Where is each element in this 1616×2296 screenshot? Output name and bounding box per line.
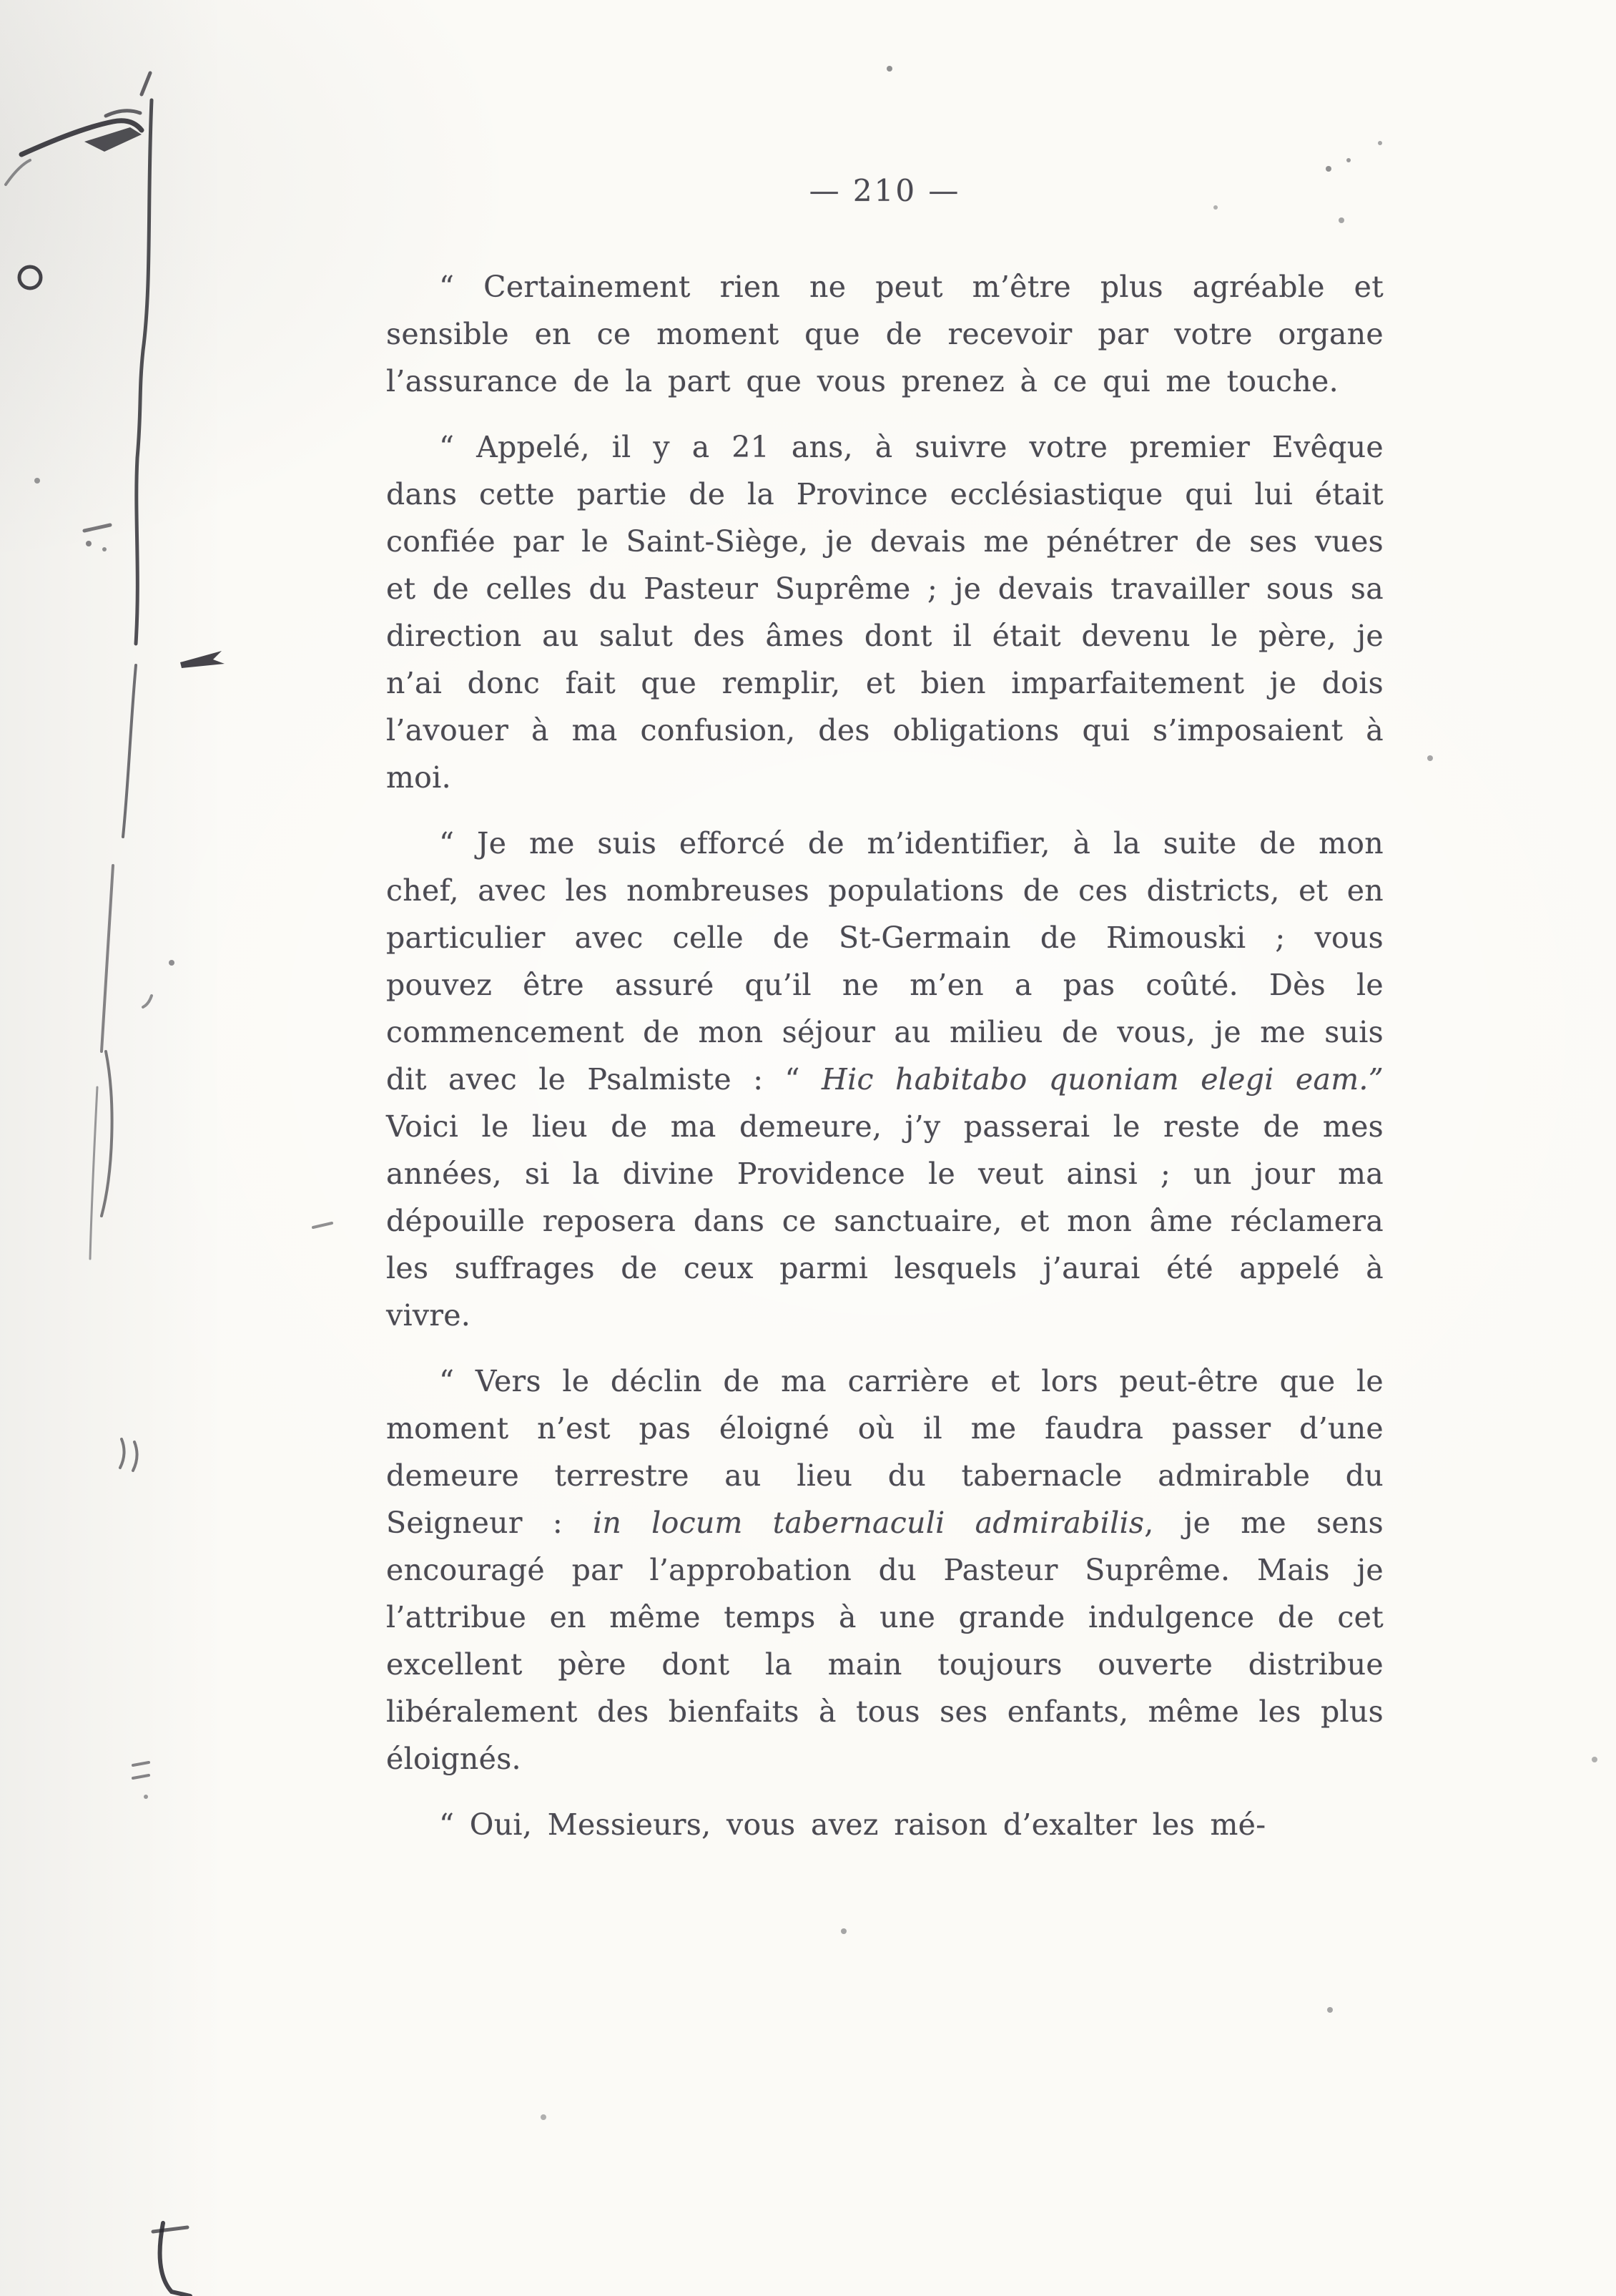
speck [169,960,174,966]
paragraph [386,820,1384,1339]
speck [86,541,92,546]
dash-speck [313,1223,332,1227]
page-number: — 210 — [809,173,961,208]
text-run: “ Oui, Messieurs, vous avez raison d’exalter les mé- [439,1807,1266,1842]
squiggle-mark [120,1439,137,1471]
latin-quote: Hic habitabo quoniam elegi eam.” [822,1062,1384,1097]
text-run: , je me sens encouragé par l’approbation du Pasteur Suprême. Mais je l’attribue en même temps à une grande indulgence de cet excellent père dont la main toujours ouverte distribue libéralement des bienfaits à tous ses enfants, même les plus éloignés. [386,1506,1384,1776]
dash-speck [84,525,110,531]
text-block [386,263,1384,1867]
ink-smudge [6,160,30,185]
speck [1592,1757,1597,1762]
speck [1327,2007,1333,2013]
binding-line [102,865,113,1051]
text-run: “ Appelé, il y a 21 ans, à suivre votre premier Evêque dans cette partie de la Province ecclésiastique qui lui était confiée par le Saint-Siège, je devais me pénétrer de ses vues et de celles du Pasteur Suprême ; je devais travailler sous sa direction au salut des âmes dont il était devenu le père, je n’ai donc fait que remplir, et bien imparfaitement je dois l’avouer à ma confusion, des obligations qui s’imposaient à moi. [386,430,1384,795]
binding-line [123,665,136,837]
paragraph [386,1801,1384,1848]
o-mark [19,267,41,288]
bracket-mark [153,2227,187,2232]
latin-quote: in locum tabernaculi admirabilis [593,1506,1145,1540]
arrow-smear [180,651,225,668]
comma-speck [143,996,152,1007]
binding-line [90,1087,97,1259]
speck [1378,141,1382,145]
text-run: “ Certainement rien ne peut m’être plus agréable et sensible en ce moment que de recevoir par votre organe l’assurance de la part que vous prenez à ce qui me touche. [386,270,1384,398]
speck [1339,217,1344,223]
speck [1326,166,1331,172]
paragraph [386,1358,1384,1782]
text-run: “ Je me suis efforcé de m’identifier, à la suite de mon chef, avec les nombreuses populations de ces districts, et en particulier avec celle de St-Germain de Rimouski ; vous pouvez être assuré qu’il ne m’en a pas coûté. Dès le commencement de mon séjour au milieu de vous, je me suis dit avec le Psalmiste : “ [386,826,1384,1097]
curl-mark [102,1051,112,1216]
speck [34,478,40,484]
ink-smudge [142,73,150,94]
colon-mark [133,1762,149,1778]
paragraph [386,263,1384,405]
ink-smudge [21,121,142,154]
speck [1346,158,1351,162]
speck [102,547,107,551]
speck [887,66,892,72]
speck [541,2114,546,2120]
bracket-mark [160,2223,190,2296]
binding-line [136,100,152,644]
ink-smudge [106,111,140,116]
text-run: “ Vers le déclin de ma carrière et lors peut-être que le moment n’est pas éloigné où il me faudra passer d’une demeure terrestre au lieu du tabernacle admirable du Seigneur : [386,1364,1384,1540]
speck [1427,755,1433,761]
speck [144,1795,148,1799]
paragraph [386,423,1384,801]
text-run: Voici le lieu de ma demeure, j’y passerai le reste de mes années, si la divine Providence le veut ainsi ; un jour ma dépouille reposera dans ce sanctuaire, et mon âme réclamera les suffrages de ceux parmi lesquels j’aurai été appelé à vivre. [386,1109,1384,1333]
ink-blot [84,127,142,152]
speck [841,1928,847,1934]
